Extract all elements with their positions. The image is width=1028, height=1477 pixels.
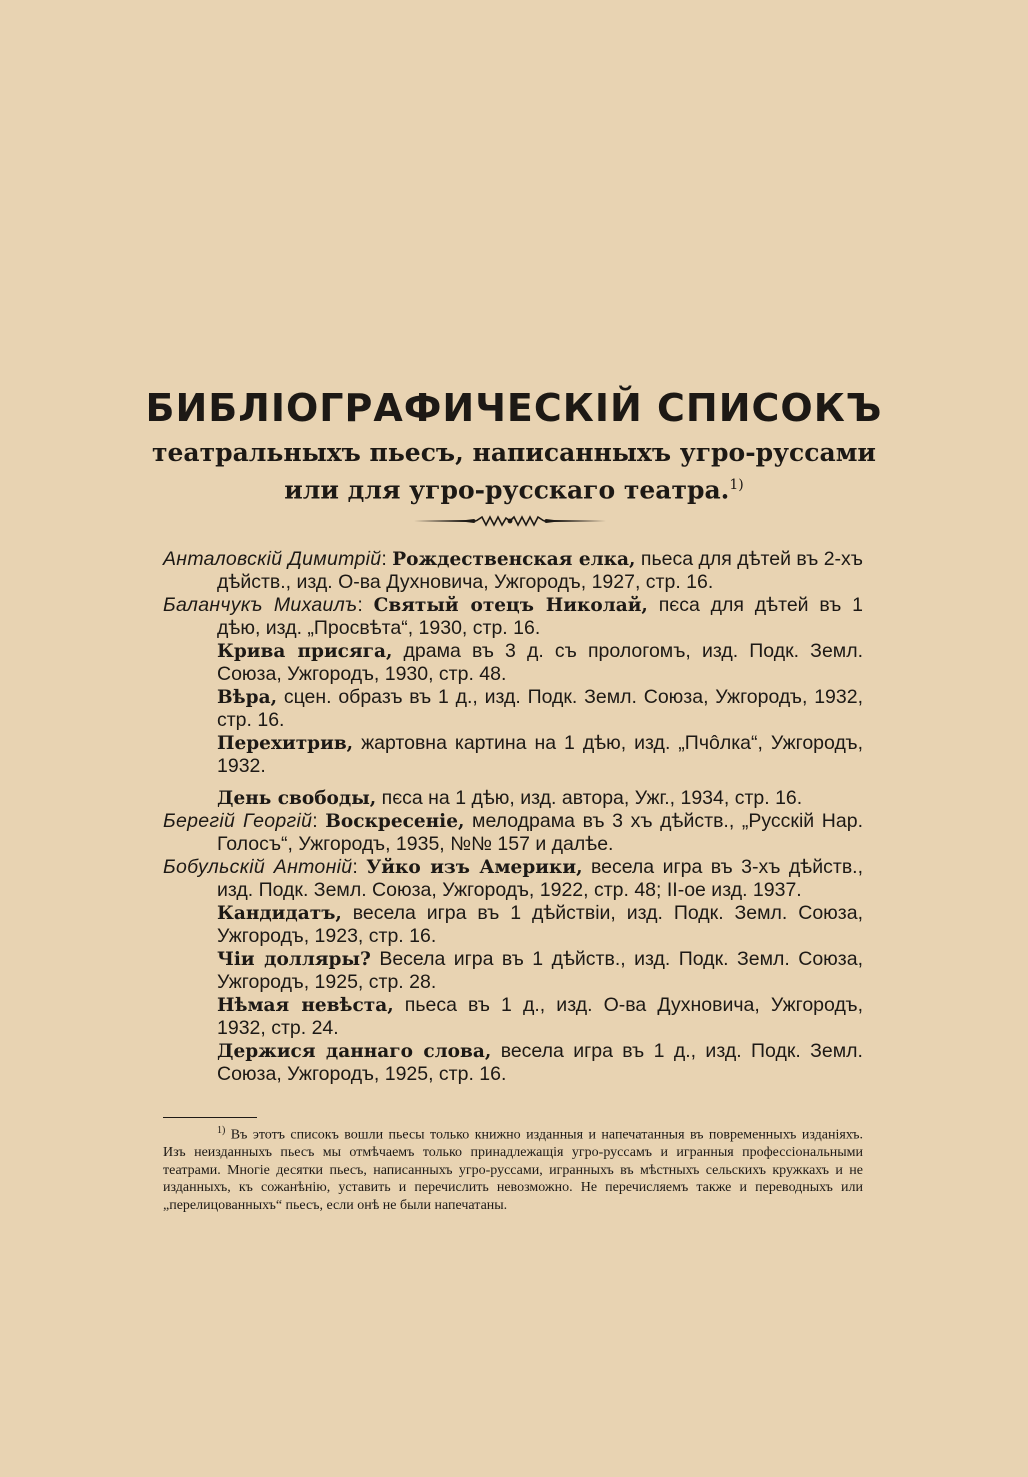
bibliography-entry (163, 902, 863, 948)
entry-details: Весела игра въ 1 дѣйств., изд. Подк. Земл. Союза, Ужгородъ, 1925, стр. 28. (217, 948, 863, 993)
entry-details: сцен. образъ въ 1 д., изд. Подк. Земл. Союза, Ужгородъ, 1932, стр. 16. (217, 686, 863, 731)
bibliography-entry (163, 994, 863, 1040)
bibliography-list (163, 548, 863, 1086)
entry-details: весела игра въ 1 д., изд. Подк. Земл. Союза, Ужгородъ, 1925, стр. 16. (217, 1040, 863, 1085)
entry-title: Уйко изъ Америки, (366, 857, 583, 878)
entry-author: Баланчукъ Михаилъ (163, 594, 358, 616)
entry-details: пьеса для дѣтей въ 2-хъ дѣйств., изд. О-ва Духновича, Ужгородъ, 1927, стр. 16. (217, 548, 863, 593)
bibliography-entry (163, 640, 863, 686)
bibliography-entry (163, 948, 863, 994)
footnote-marker: 1) (217, 1125, 226, 1136)
footnote (163, 1122, 863, 1214)
entry-details: пєса на 1 дѣю, изд. автора, Ужг., 1934, стр. 16. (381, 787, 803, 809)
entry-details: драма въ 3 д. съ прологомъ, изд. Подк. Земл. Союза, Ужгородъ, 1930, стр. 48. (217, 640, 863, 685)
entry-title: Держися даннаго слова, (217, 1041, 492, 1062)
entry-title: Перехитрив, (217, 733, 354, 754)
bibliography-entry (163, 732, 863, 778)
bibliography-entry (163, 1040, 863, 1086)
bibliography-entry (163, 686, 863, 732)
entry-details: весела игра въ 1 дѣйствіи, изд. Подк. Земл. Союза, Ужгородъ, 1923, стр. 16. (217, 902, 863, 947)
subtitle-line-2 (0, 470, 1028, 505)
page-title: БИБЛІОГРАФИЧЕСКІЙ СПИСОКЪ (145, 386, 883, 430)
entry-details: весела игра въ 3-хъ дѣйств., изд. Подк. Земл. Союза, Ужгородъ, 1922, стр. 48; II-ое изд. 1937. (217, 856, 864, 901)
entry-title: Крива присяга, (217, 641, 393, 662)
footnote-rule (163, 1117, 257, 1118)
entry-details: пьеса въ 1 д., изд. О-ва Духновича, Ужгородъ, 1932, стр. 24. (217, 994, 863, 1039)
footnote-text: Въ этотъ списокъ вошли пьесы только книжно изданныя и напечатанныя въ повременныхъ изданіяхъ. Изъ неизданныхъ пьесъ мы отмѣчаемъ только принадлежащія угро-руссамъ и игранныя профессіональными театрами. Многіе десятки пьесъ, написанныхъ угро-руссами, игранныхъ въ мѣстныхъ сельскихъ кружкахъ и не изданныхъ, къ сожанѣнію, уставить и перечислить невозможно. Не перечисляемъ также и переводныхъ или „перелицованныхъ“ пьесъ, если онѣ не были напечатаны. (163, 1127, 864, 1213)
entry-title: Вѣра, (217, 687, 278, 708)
entry-title: Нѣмая невѣста, (217, 995, 394, 1016)
entry-author: Анталовскій Димитрій (163, 548, 382, 570)
bibliography-entry: Бобульскій Антоній: Уйко изъ Америки, весела игра въ 3-хъ дѣйств., изд. Подк. Земл. Союза, Ужгородъ, 1922, стр. 48; II-ое изд. 1937. (163, 856, 864, 901)
bibliography-entry: Баланчукъ Михаилъ: Святый отецъ Николай, пєса для дѣтей въ 1 дѣю, изд. „Просвѣта“, 1930, стр. 16. (163, 594, 863, 639)
bibliography-entry: Берегій Георгій: Воскресеніе, мелодрама въ 3 хъ дѣйств., „Русскій Нар. Голосъ“, Ужгородъ, 1935, №№ 157 и далѣе. (163, 810, 863, 855)
entry-title: Святый отецъ Николай, (373, 595, 648, 616)
footnote-reference: 1) (729, 477, 744, 493)
entry-title: Чіи долляры? (217, 949, 371, 970)
entry-details: пєса для дѣтей въ 1 дѣю, изд. „Просвѣта“, 1930, стр. 16. (217, 594, 863, 639)
entry-title: Кандидатъ, (217, 903, 342, 924)
entry-title: День свободы, (217, 788, 377, 809)
subtitle-line-2-text: или для угро-русскаго театра. (284, 475, 730, 505)
entry-details: жартовна картина на 1 дѣю, изд. „Пчôлка“, Ужгородъ, 1932. (217, 732, 863, 777)
entry-author: Берегій Георгій (163, 810, 313, 832)
entry-title: Рождественская елка, (392, 549, 636, 570)
entry-title: Воскресеніе, (325, 811, 465, 832)
entry-details: мелодрама въ 3 хъ дѣйств., „Русскій Нар. Голосъ“, Ужгородъ, 1935, №№ 157 и далѣе. (217, 810, 863, 855)
entry-author: Бобульскій Антоній (163, 856, 353, 878)
bibliography-entry: Анталовскій Димитрій: Рождественская елка, пьеса для дѣтей въ 2-хъ дѣйств., изд. О-ва Духновича, Ужгородъ, 1927, стр. 16. (163, 548, 863, 593)
subtitle-line-1: театральныхъ пьесъ, написанныхъ угро-руссами (152, 438, 876, 467)
bibliography-entry (163, 787, 863, 810)
ornament-divider (412, 513, 608, 529)
